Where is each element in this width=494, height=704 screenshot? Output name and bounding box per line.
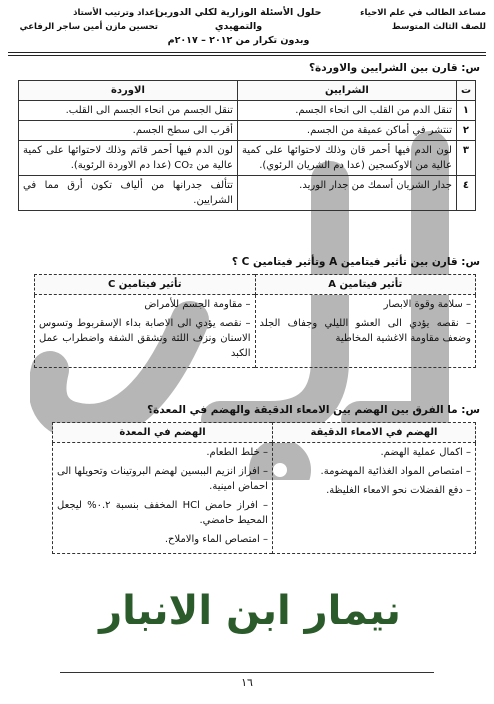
table-row [19, 121, 476, 141]
col-header-arteries: الشرايين [237, 81, 456, 101]
header-author-label: إعداد وترتيب الأستاذ [73, 8, 158, 18]
digestion-table [52, 422, 476, 554]
row-number: ٣ [456, 141, 475, 176]
veins-cell: لون الدم فيها أحمر قاتم وذلك لاحتوائها على كمية عالية من CO₂ (عدا دم الاوردة الرئوية). [19, 141, 238, 176]
veins-cell: تنقل الجسم من انحاء الجسم الى القلب. [19, 101, 238, 121]
col-header-number: ت [456, 81, 475, 101]
veins-cell: أقرب الى سطح الجسم. [19, 121, 238, 141]
vitamin-a-cell [255, 295, 476, 368]
list-item: – سلامة وقوة الابصار [383, 299, 471, 310]
col-header-stomach: الهضم في المعدة [53, 423, 273, 443]
list-item: – نقصه يؤدي الى العشو الليلي وجفاف الجلد وضعف مقاومة الاغشية المخاطية [259, 318, 471, 344]
arteries-cell: تنتشر في أماكن عميقة من الجسم. [237, 121, 456, 141]
col-header-vitamin-a: تأثير فيتامين A [255, 275, 476, 295]
vitamin-c-cell [35, 295, 256, 368]
col-header-intestine: الهضم في الامعاء الدقيقة [272, 423, 475, 443]
header-grade-line: للصف الثالث المتوسط [391, 22, 486, 32]
row-number: ١ [456, 101, 475, 121]
table-header-row [53, 423, 476, 443]
header-divider-thin [8, 55, 486, 56]
arteries-cell: لون الدم فيها أحمر قان وذلك لاحتوائها على كمية عالية من الاوكسجين (عدا دم الشريان الرئوي). [237, 141, 456, 176]
header-subject [336, 6, 486, 34]
stomach-cell [53, 443, 273, 554]
list-item: – امتصاص الماء والاملاح. [164, 534, 268, 545]
header-subject-line: مساعد الطالب في علم الاحياء [360, 8, 486, 18]
list-item: – دفع الفضلات نحو الامعاء الغليظة. [326, 485, 471, 496]
table-row [19, 176, 476, 211]
list-item: – خلط الطعام. [206, 447, 268, 458]
col-header-veins: الاوردة [19, 81, 238, 101]
question-3: س: ما الفرق بين الهضم بين الامعاء الدقيقة والهضم في المعدة؟ [147, 404, 480, 416]
header-title [151, 6, 326, 48]
header-divider [8, 52, 486, 53]
footer-divider [60, 672, 434, 673]
list-item: – مقاومة الجسم للأمراض [144, 299, 251, 310]
header-years-line: وبدون تكرار من ٢٠١٢ – ٢٠١٧م [167, 35, 310, 46]
table-header-row [35, 275, 476, 295]
header-author-name: تحسين مازن أمين ساجر الرفاعي [19, 22, 158, 32]
col-header-vitamin-c: تأثير فيتامين C [35, 275, 256, 295]
page-number: ١٦ [241, 676, 253, 689]
brand-signature: نيمار ابن الانبار [99, 588, 401, 634]
list-item: – افراز انزيم الببسين لهضم البروتينات وتحويلها الى احماض امينية. [57, 466, 268, 492]
list-item: – نقصه يؤدي الى الاصابة بداء الإسقربوط وتسوس الاسنان ونزف اللثة وتشقق الشفة واضطراب عمل الكبد [39, 318, 251, 359]
list-item: – اكمال عملية الهضم. [380, 447, 471, 458]
veins-cell: تتألف جدرانها من ألياف تكون أرق مما في الشرايين. [19, 176, 238, 211]
list-item: – امتصاص المواد الغذائية المهضومة. [320, 466, 471, 477]
question-2: س: قارن بين تأثير فيتامين A وتأثير فيتامين C ؟ [231, 256, 480, 268]
arteries-cell: تنقل الدم من القلب الى انحاء الجسم. [237, 101, 456, 121]
arteries-cell: جدار الشريان أسمك من جدار الوريد. [237, 176, 456, 211]
row-number: ٢ [456, 121, 475, 141]
page-header [8, 6, 486, 54]
table-row [19, 101, 476, 121]
vitamins-table [34, 274, 476, 368]
question-1: س: قارن بين الشرايين والاوردة؟ [308, 62, 480, 74]
row-number: ٤ [456, 176, 475, 211]
table-header-row [19, 81, 476, 101]
table-row [53, 443, 476, 554]
header-title-line: حلول الأسئلة الوزارية لكلي الدورين والتمهيدي [155, 7, 322, 32]
intestine-cell [272, 443, 475, 554]
arteries-veins-table [18, 80, 476, 211]
table-row [35, 295, 476, 368]
table-row [19, 141, 476, 176]
header-author [8, 6, 158, 34]
list-item: – افراز حامض HCl المخفف بنسبة ٠.٢% ليجعل المحيط حامضي. [57, 500, 268, 526]
